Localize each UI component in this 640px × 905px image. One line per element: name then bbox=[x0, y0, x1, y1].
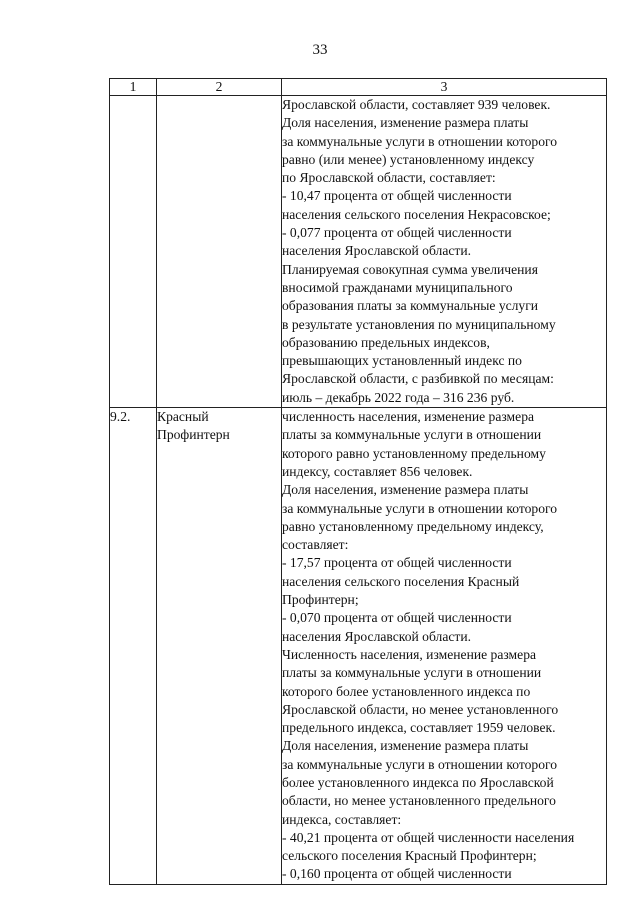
description-line: - 0,077 процента от общей численности bbox=[282, 225, 512, 241]
column-header-3: 3 bbox=[282, 79, 607, 96]
table-row bbox=[110, 96, 607, 408]
description-cell bbox=[282, 408, 607, 885]
description-line: Профинтерн; bbox=[282, 592, 359, 608]
description-line: за коммунальные услуги в отношении которого bbox=[282, 756, 558, 772]
description-line: Доля населения, изменение размера платы bbox=[282, 115, 529, 131]
description-line: вносимой гражданами муниципального bbox=[282, 279, 513, 295]
settlement-name-cell bbox=[157, 408, 282, 885]
description-line: Планируемая совокупная сумма увеличения bbox=[282, 261, 538, 277]
description-line: июль – декабрь 2022 года – 316 236 руб. bbox=[282, 389, 515, 405]
description-line: Численность населения, изменение размера bbox=[282, 646, 537, 662]
description-line: численность населения, изменение размера bbox=[282, 409, 535, 425]
description-line: населения Ярославской области. bbox=[282, 243, 472, 259]
row-number-cell bbox=[110, 96, 157, 408]
description-line: - 0,070 процента от общей численности bbox=[282, 610, 512, 626]
description-line: Доля населения, изменение размера платы bbox=[282, 738, 529, 754]
description-line: за коммунальные услуги в отношении которого bbox=[282, 500, 558, 516]
description-line: более установленного индекса по Ярославской bbox=[282, 774, 554, 790]
description-line: населения сельского поселения Красный bbox=[282, 573, 520, 589]
table-body bbox=[110, 96, 607, 885]
description-line: которого более установленного индекса по bbox=[282, 683, 531, 699]
data-table bbox=[109, 78, 607, 885]
description-line: составляет: bbox=[282, 537, 349, 553]
description-line: образованию предельных индексов, bbox=[282, 334, 490, 350]
description-line: - 17,57 процента от общей численности bbox=[282, 555, 512, 571]
description-line: индексу, составляет 856 человек. bbox=[282, 463, 473, 479]
description-line: Ярославской области, составляет 939 человек. bbox=[282, 97, 551, 112]
description-line: сельского поселения Красный Профинтерн; bbox=[282, 848, 537, 864]
settlement-name-line: Красный bbox=[157, 409, 209, 425]
description-line: превышающих установленный индекс по bbox=[282, 353, 522, 369]
description-line: Доля населения, изменение размера платы bbox=[282, 482, 529, 498]
description-line: по Ярославской области, составляет: bbox=[282, 170, 496, 186]
description-cell bbox=[282, 96, 607, 408]
row-number-cell: 9.2. bbox=[110, 408, 157, 885]
description-line: предельного индекса, составляет 1959 человек. bbox=[282, 720, 556, 736]
column-header-1: 1 bbox=[110, 79, 157, 96]
description-line: населения Ярославской области. bbox=[282, 628, 472, 644]
description-line: за коммунальные услуги в отношении которого bbox=[282, 133, 558, 149]
table-row bbox=[110, 408, 607, 885]
description-line: в результате установления по муниципальному bbox=[282, 316, 556, 332]
description-line: Ярославской области, с разбивкой по месяцам: bbox=[282, 371, 554, 387]
settlement-name-cell bbox=[157, 96, 282, 408]
description-line: - 40,21 процента от общей численности населения bbox=[282, 829, 575, 845]
description-line: области, но менее установленного предельного bbox=[282, 793, 556, 809]
description-line: Ярославской области, но менее установленного bbox=[282, 701, 559, 717]
description-line: - 0,160 процента от общей численности bbox=[282, 866, 512, 882]
table-header-row bbox=[110, 79, 607, 96]
description-line: - 10,47 процента от общей численности bbox=[282, 188, 512, 204]
settlement-name-line: Профинтерн bbox=[157, 427, 230, 443]
description-line: которого равно установленному предельному bbox=[282, 445, 546, 461]
page-number: 33 bbox=[312, 42, 328, 58]
description-line: образования платы за коммунальные услуги bbox=[282, 298, 539, 314]
description-line: платы за коммунальные услуги в отношении bbox=[282, 427, 542, 443]
description-line: равно установленному предельному индексу, bbox=[282, 518, 544, 534]
description-line: равно (или менее) установленному индексу bbox=[282, 151, 535, 167]
description-line: индекса, составляет: bbox=[282, 811, 402, 827]
description-line: платы за коммунальные услуги в отношении bbox=[282, 665, 542, 681]
description-line: населения сельского поселения Некрасовское; bbox=[282, 206, 551, 222]
column-header-2: 2 bbox=[157, 79, 282, 96]
